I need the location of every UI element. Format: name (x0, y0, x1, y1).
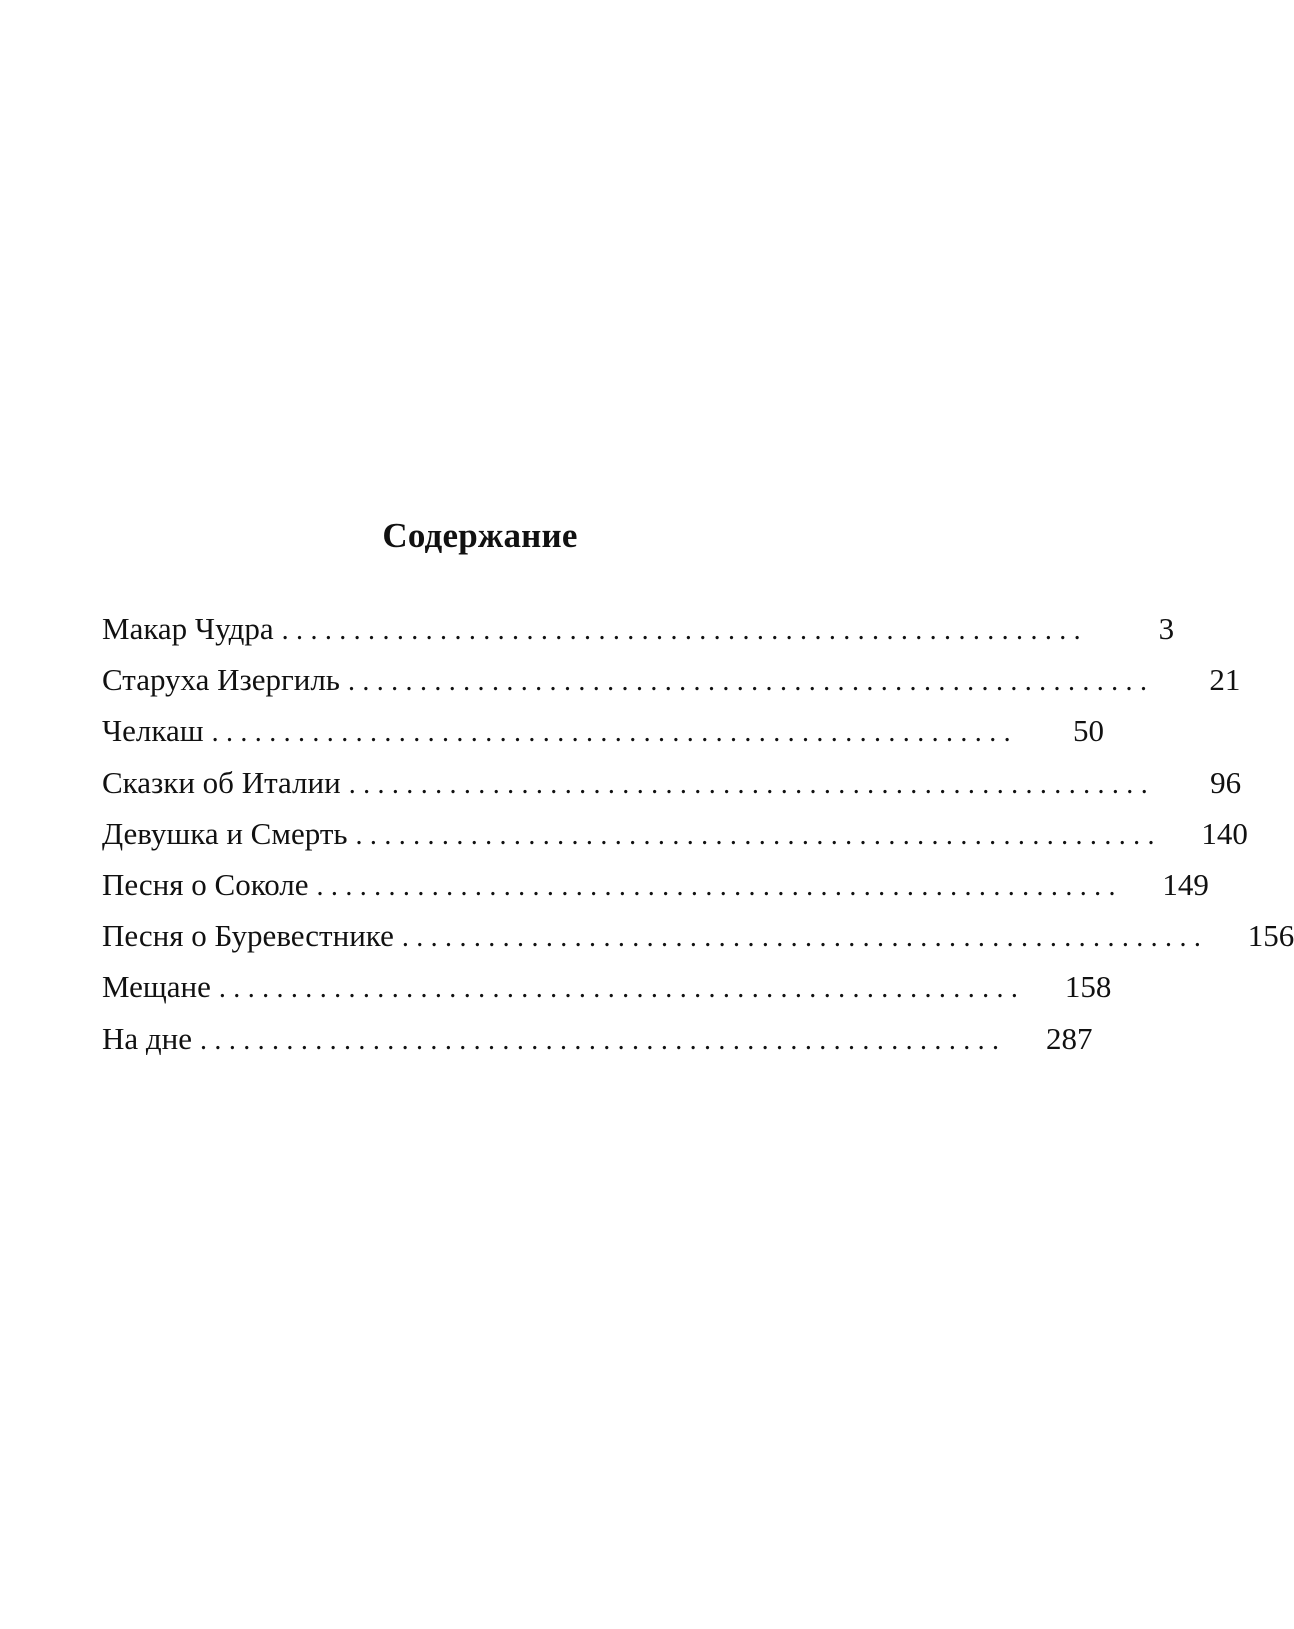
toc-entry-page: 156 (1247, 918, 1294, 954)
toc-entry (102, 711, 1105, 762)
toc-entry (102, 865, 1209, 916)
toc-entry (102, 609, 1175, 660)
toc-entry-title: Мещане (102, 969, 211, 1005)
toc-entry-title: Челкаш (102, 713, 204, 749)
toc-entry (102, 967, 1112, 1018)
dot-leader: ........................................................ (211, 717, 1019, 749)
toc-entry-page: 140 (1201, 815, 1248, 851)
toc-entry-page: 287 (1045, 1020, 1093, 1056)
toc-entry-title: Девушка и Смерть (102, 815, 348, 851)
toc-entry-title: Песня о Соколе (102, 866, 309, 902)
table-of-contents (102, 609, 1294, 1070)
page-title: Содержание (382, 516, 578, 555)
toc-entry-title: На дне (102, 1020, 193, 1056)
toc-entry-title: Старуха Изергиль (102, 662, 340, 698)
dot-leader: ........................................................ (348, 768, 1156, 800)
toc-entry (102, 660, 1241, 711)
toc-entry-page: 96 (1210, 764, 1242, 800)
toc-entry-title: Макар Чудра (102, 611, 274, 646)
dot-leader: ........................................................ (316, 870, 1123, 902)
toc-entry-page: 21 (1209, 662, 1241, 698)
dot-leader: ........................................................ (281, 615, 1089, 646)
dot-leader: ........................................................ (200, 1024, 1007, 1056)
dot-leader: ........................................................ (355, 819, 1162, 851)
toc-entry (102, 814, 1248, 865)
toc-entry-page: 158 (1064, 969, 1112, 1005)
toc-entry-page: 3 (1158, 611, 1175, 646)
dot-leader: ........................................................ (347, 666, 1155, 698)
dot-leader: ........................................................ (218, 973, 1026, 1005)
toc-entry (102, 1019, 1093, 1070)
toc-entry-title: Сказки об Италии (102, 764, 341, 800)
dot-leader: ........................................................ (401, 922, 1209, 954)
toc-entry-title: Песня о Буревестнике (102, 918, 394, 954)
toc-entry (102, 763, 1242, 814)
toc-entry-page: 149 (1162, 866, 1209, 902)
toc-entry (102, 916, 1294, 967)
toc-entry-page: 50 (1073, 713, 1105, 749)
